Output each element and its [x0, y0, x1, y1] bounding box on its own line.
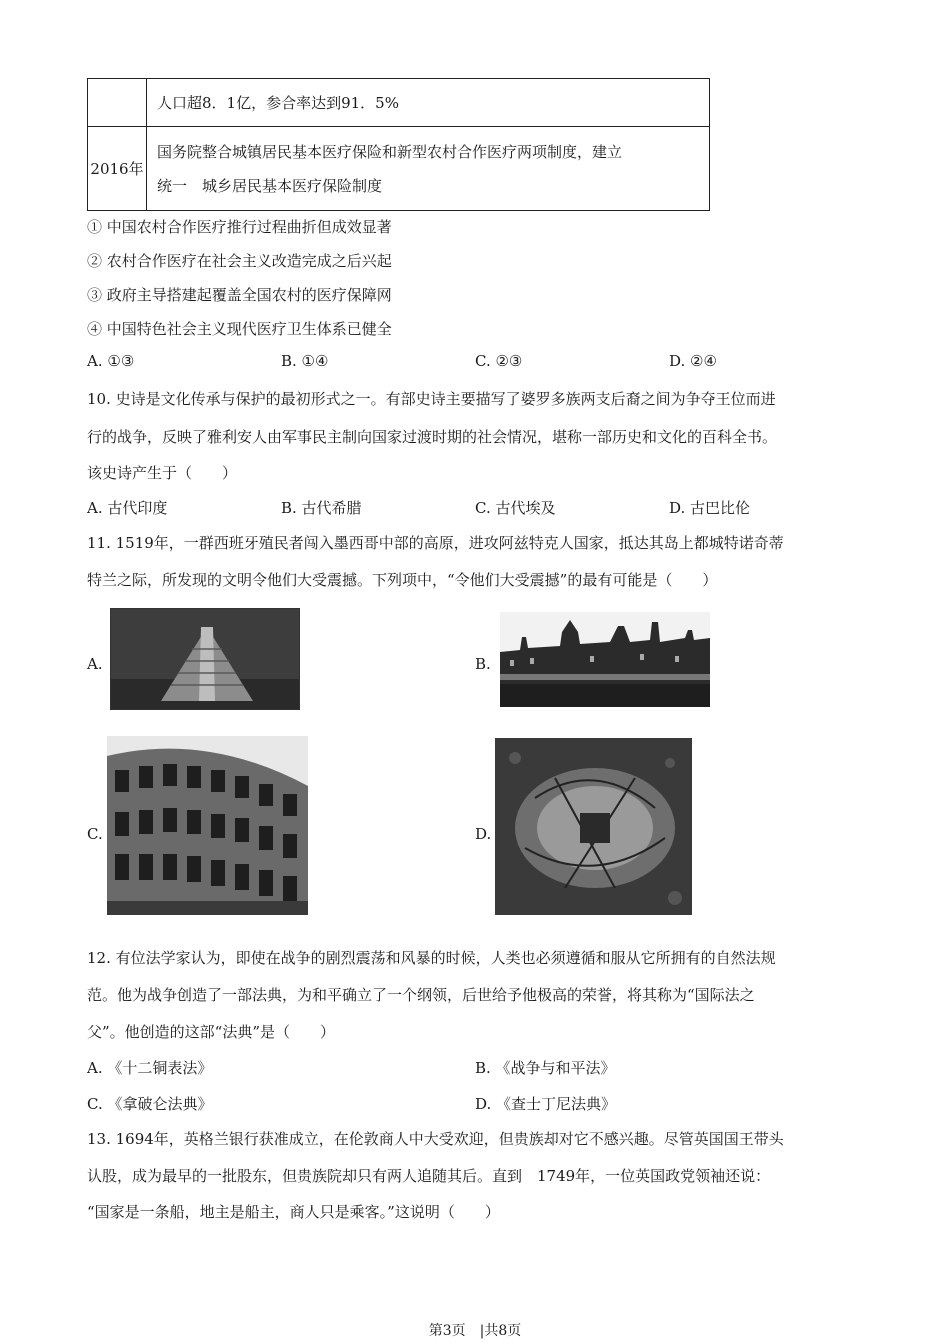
q11-line: 11. 1519年，一群西班牙殖民者闯入墨西哥中部的高原，进攻阿兹特克人国家，抵达其岛上都城特诺奇蒂: [87, 534, 784, 552]
image-label-d: D.: [475, 825, 492, 843]
option-b[interactable]: B. 《战争与和平法》: [475, 1059, 616, 1077]
option-d[interactable]: D. 古巴比伦: [669, 499, 751, 517]
option-a[interactable]: A. 古代印度: [87, 499, 168, 517]
image-label-b: B.: [475, 655, 491, 673]
statement-4: ④ 中国特色社会主义现代医疗卫生体系已健全: [87, 320, 392, 338]
q11-line: 特兰之际，所发现的文明令他们大受震撼。下列项中，“令他们大受震撼”的最有可能是（ ）: [87, 571, 718, 589]
q12-line: 范。他为战争创造了一部法典，为和平确立了一个纲领，后世给予他极高的荣誉，将其称为“国际法之: [87, 986, 755, 1004]
island-city-map-image[interactable]: [495, 738, 692, 915]
year-cell: 2016年: [88, 127, 147, 211]
option-c[interactable]: C. 古代埃及: [475, 499, 556, 517]
city-skyline-image[interactable]: [500, 612, 710, 707]
option-d[interactable]: D. ②④: [669, 352, 717, 370]
table-row: [88, 79, 710, 127]
q13-line: 13. 1694年，英格兰银行获准成立，在伦敦商人中大受欢迎，但贵族却对它不感兴趣。尽管英国国王带头: [87, 1130, 784, 1148]
q12-line: 父”。他创造的这部“法典”是（ ）: [87, 1023, 336, 1041]
image-label-a: A.: [87, 655, 103, 673]
option-b[interactable]: B. 古代希腊: [281, 499, 362, 517]
event-cell: 人口超8．1亿，参合率达到91．5%: [147, 79, 710, 127]
q12-line: 12. 有位法学家认为，即使在战争的剧烈震荡和风暴的时候，人类也必须遵循和服从它所拥有的自然法规: [87, 949, 776, 967]
event-cell: 国务院整合城镇居民基本医疗保险和新型农村合作医疗两项制度，建立 统一 城乡居民基本医疗保险制度: [147, 127, 710, 211]
page-footer: 第3页 |共8页: [428, 1323, 522, 1339]
q13-line: 认股，成为最早的一批股东，但贵族院却只有两人追随其后。直到 1749年，一位英国政党领袖还说：: [87, 1167, 771, 1185]
option-d[interactable]: D. 《查士丁尼法典》: [475, 1095, 617, 1113]
table-row: [88, 127, 710, 211]
option-c[interactable]: C. ②③: [475, 352, 523, 370]
q10-line: 行的战争，反映了雅利安人由军事民主制向国家过渡时期的社会情况，堪称一部历史和文化的百科全书。: [87, 428, 778, 446]
statement-2: ② 农村合作医疗在社会主义改造完成之后兴起: [87, 252, 392, 270]
colosseum-image[interactable]: [107, 736, 308, 915]
statement-1: ① 中国农村合作医疗推行过程曲折但成效显著: [87, 218, 392, 236]
statement-3: ③ 政府主导搭建起覆盖全国农村的医疗保障网: [87, 286, 392, 304]
pyramid-image[interactable]: [110, 608, 300, 710]
q13-line: “国家是一条船，地主是船主，商人只是乘客。”这说明（ ）: [87, 1203, 500, 1221]
option-a[interactable]: A. ①③: [87, 352, 135, 370]
year-cell: [88, 79, 147, 127]
q10-line: 该史诗产生于（ ）: [87, 464, 238, 482]
reform-table: [87, 78, 710, 211]
option-a[interactable]: A. 《十二铜表法》: [87, 1059, 213, 1077]
option-c[interactable]: C. 《拿破仑法典》: [87, 1095, 213, 1113]
option-b[interactable]: B. ①④: [281, 352, 329, 370]
image-label-c: C.: [87, 825, 103, 843]
q10-line: 10. 史诗是文化传承与保护的最初形式之一。有部史诗主要描写了婆罗多族两支后裔之间为争夺王位而进: [87, 390, 776, 408]
